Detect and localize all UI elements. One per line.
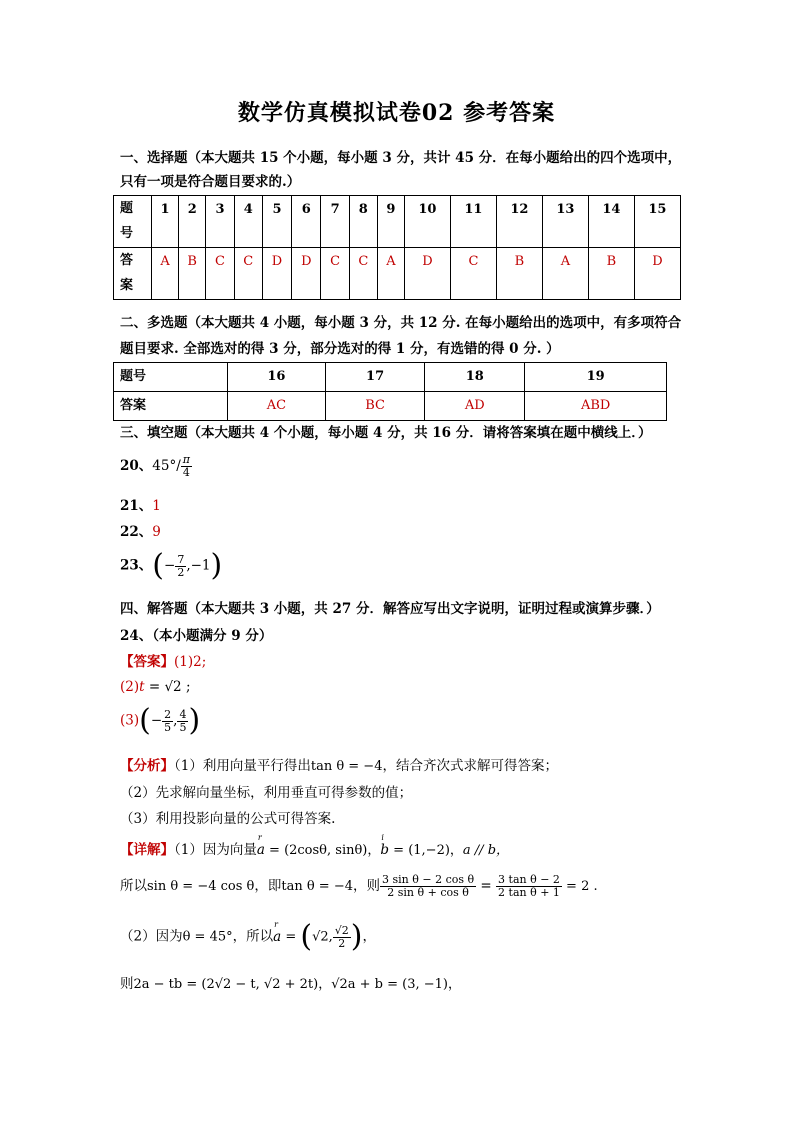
q-number: 19 <box>525 363 667 392</box>
choice-answer-table <box>113 195 681 300</box>
q-answer: A <box>377 248 404 300</box>
answer-text: 9 <box>152 524 161 540</box>
q-number: 9 <box>377 196 404 248</box>
detail-label: 【详解】 <box>120 842 174 858</box>
question-number: 22、 <box>120 524 153 540</box>
section2-heading-cont: 题目要求. 全部选对的得 3 分，部分选对的得 1 分，有选错的得 0 分. ） <box>120 341 560 357</box>
section2-heading: 二、多选题（本大题共 4 小题，每小题 3 分，共 12 分. 在每小题给出的选项中，有多项符合 <box>120 315 682 331</box>
detail-line-4: 则2a − tb = (2√2 − t, √2 + 2t)，√2a + b = (3, −1)， <box>120 976 462 992</box>
q-number: 6 <box>292 196 321 248</box>
answer-line-2: (2)t = √2 ; <box>120 679 191 695</box>
answer-line-3: (3)(− $\frac{2}{5}$ , $\frac{4}{5}$ ) <box>120 703 201 738</box>
fill-answer-23: 23、(− $\frac{7}{2}$ ,−1) <box>120 548 223 583</box>
q-number: 11 <box>450 196 496 248</box>
q-answer: AD <box>425 392 525 421</box>
answer-label: 【答案】 <box>120 654 174 670</box>
q-answer: C <box>234 248 262 300</box>
q-number: 18 <box>425 363 525 392</box>
q-number: 14 <box>588 196 634 248</box>
analysis-label: 【分析】 <box>120 758 174 774</box>
answer-line-1: 【答案】(1)2; <box>120 654 207 670</box>
question-number: 20、 <box>120 458 153 474</box>
row-label-answer: 答 案 <box>114 248 152 300</box>
q-answer: A <box>542 248 588 300</box>
q-answer: ABD <box>525 392 667 421</box>
q-answer: D <box>404 248 450 300</box>
multi-choice-table <box>113 362 667 421</box>
q-answer: C <box>450 248 496 300</box>
row-label-number: 题 号 <box>114 196 152 248</box>
fraction: $\frac{\pi}{4}$ <box>182 453 191 479</box>
fill-answer-22 <box>120 520 161 540</box>
q-answer: B <box>588 248 634 300</box>
q-answer: BC <box>325 392 425 421</box>
table-row-numbers <box>114 196 681 248</box>
section1-heading: 一、选择题（本大题共 15 个小题，每小题 3 分，共计 45 分．在每小题给出的四个选项中， <box>120 150 682 166</box>
fill-answer-20 <box>120 454 192 479</box>
q-answer: D <box>262 248 291 300</box>
section4-heading: 四、解答题（本大题共 3 小题，共 27 分．解答应写出文字说明，证明过程或演算步骤．） <box>120 601 660 617</box>
q-number: 4 <box>234 196 262 248</box>
row-label-number: 题号 <box>114 363 228 392</box>
detail-line-1: 【详解】（1）因为向量 r a = (2cosθ, sinθ)， i b = (1,−2)，a // b， <box>120 833 510 858</box>
q-answer: D <box>634 248 680 300</box>
q-number: 7 <box>321 196 349 248</box>
q-number: 15 <box>634 196 680 248</box>
question-24-title: 24、（本小题满分 9 分） <box>120 628 273 644</box>
q-answer: B <box>179 248 206 300</box>
table-row-numbers <box>114 363 667 392</box>
table-row-answers <box>114 248 681 300</box>
q-number: 16 <box>228 363 326 392</box>
row-label-answer: 答案 <box>114 392 228 421</box>
q-number: 13 <box>542 196 588 248</box>
q-number: 12 <box>496 196 542 248</box>
section1-heading-cont: 只有一项是符合题目要求的.） <box>120 174 301 190</box>
q-number: 2 <box>179 196 206 248</box>
q-number: 1 <box>152 196 179 248</box>
q-answer: A <box>152 248 179 300</box>
page-title: 数学仿真模拟试卷02 参考答案 <box>237 100 556 126</box>
q-answer: C <box>206 248 234 300</box>
q-number: 3 <box>206 196 234 248</box>
analysis-line-3: （3）利用投影向量的公式可得答案. <box>120 811 336 827</box>
question-number: 21、 <box>120 498 153 514</box>
analysis-line-2: （2）先求解向量坐标，利用垂直可得参数的值； <box>120 785 413 801</box>
analysis-line-1: 【分析】（1）利用向量平行得出tan θ = −4，结合齐次式求解可得答案； <box>120 758 558 774</box>
table-row-answers <box>114 392 667 421</box>
q-number: 5 <box>262 196 291 248</box>
fill-answer-21 <box>120 494 161 514</box>
q-answer: D <box>292 248 321 300</box>
fraction: $\frac{7}{2}$ <box>177 552 185 579</box>
q-answer: C <box>349 248 377 300</box>
question-number: 23、 <box>120 557 153 574</box>
section3-heading: 三、填空题（本大题共 4 个小题，每小题 4 分，共 16 分．请将答案填在题中横线上．） <box>120 425 652 441</box>
detail-line-3: （2）因为θ = 45°，所以 r a = (√2, $\frac{√2}{2}$ )， <box>120 919 376 954</box>
q-answer: B <box>496 248 542 300</box>
q-number: 10 <box>404 196 450 248</box>
q-number: 8 <box>349 196 377 248</box>
answer-text: 45°/ <box>152 458 181 474</box>
q-answer: C <box>321 248 349 300</box>
q-number: 17 <box>325 363 425 392</box>
detail-line-2: 所以sin θ = −4 cos θ，即tan θ = −4，则 $\frac{\text{3 sin θ − 2 cos θ}}{\text{2 sin θ + cos θ}}$ = $\frac{\text{3 tan θ − 2}}{\text{2 tan θ + 1}}$ = 2 . <box>120 873 598 899</box>
answer-text: 1 <box>152 498 161 514</box>
q-answer: AC <box>228 392 326 421</box>
